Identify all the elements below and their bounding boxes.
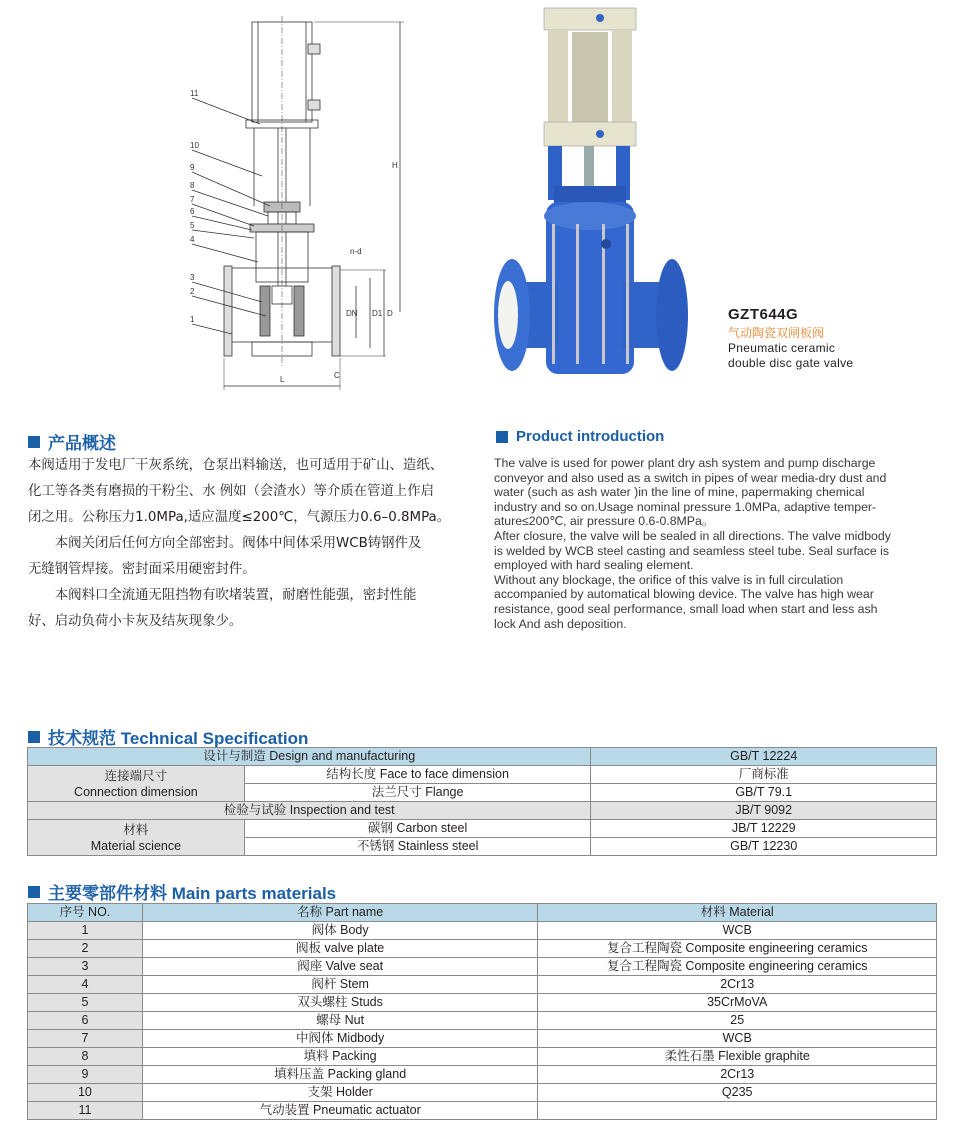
overview-cn-heading-text: 产品概述 (48, 434, 116, 453)
heading-square-icon (496, 431, 508, 443)
parts-heading-text: 主要零部件材料 Main parts materials (48, 884, 337, 903)
material-row-label: 不锈钢 Stainless steel (244, 838, 591, 856)
part-name-cell: 阀座 Valve seat (142, 958, 538, 976)
table-row (28, 766, 937, 784)
col-header-material: 材料 Material (538, 904, 937, 922)
connection-label-en: Connection dimension (74, 784, 198, 799)
dim-label-c: C (334, 371, 340, 380)
dim-label-l: L (280, 375, 285, 384)
table-row (28, 1048, 937, 1066)
table-row (28, 976, 937, 994)
overview-en-line: employed with hard sealing element. (494, 558, 694, 573)
overview-cn-line: 本阀适用于发电厂干灰系统，仓泵出料输送，也可适用于矿山、造纸、 (28, 458, 444, 473)
overview-en-line: The valve is used for power plant dry ash system and pump discharge (494, 456, 876, 470)
parts-heading (28, 879, 336, 904)
table-row (28, 1102, 937, 1120)
overview-en-heading (496, 428, 664, 445)
table-row (28, 820, 937, 838)
part-material-cell: 柔性石墨 Flexible graphite (538, 1048, 937, 1066)
col-header-no: 序号 NO. (28, 904, 143, 922)
tech-spec-table (27, 747, 937, 856)
heading-square-icon (28, 731, 40, 743)
tech-spec-heading (28, 724, 308, 749)
dim-label-d: D (387, 309, 393, 318)
table-row (28, 1012, 937, 1030)
overview-cn-text (28, 453, 478, 635)
overview-en-line: is welded by WCB steel casting and seamless steel tube. Seal surface is (494, 543, 890, 558)
overview-cn-line: 本阀关闭后任何方向全部密封。阀体中间体采用WCB铸钢件及 (54, 536, 422, 551)
table-header-row (28, 904, 937, 922)
product-name-en-line2: double disc gate valve (728, 356, 854, 370)
connection-row-label: 结构长度 Face to face dimension (244, 766, 591, 784)
table-row (28, 994, 937, 1012)
part-no-cell: 1 (28, 922, 143, 940)
part-number-2: 2 (190, 287, 195, 296)
part-material-cell: WCB (538, 922, 937, 940)
product-name-cn: 气动陶瓷双闸板阀 (728, 326, 825, 340)
parts-table-body (28, 922, 937, 1120)
valve-product-photo (488, 4, 724, 396)
overview-cn-heading (28, 429, 116, 454)
dim-label-dn: DN (346, 309, 358, 318)
part-name-cell: 气动装置 Pneumatic actuator (142, 1102, 538, 1120)
overview-en-line: industry and so on.Usage nominal pressure 1.0MPa, adaptive temper- (494, 499, 877, 514)
overview-cn-line: 好、启动负荷小卡灰及结灰现象少。 (28, 614, 243, 629)
part-name-cell: 填料 Packing (142, 1048, 538, 1066)
part-no-cell: 6 (28, 1012, 143, 1030)
overview-en-line: resistance, good seal performance, small load when start and less ash (494, 601, 878, 616)
part-no-cell: 9 (28, 1066, 143, 1084)
product-name-en-line1: Pneumatic ceramic (728, 341, 836, 355)
material-row-label: 碳钢 Carbon steel (244, 820, 591, 838)
part-material-cell: 2Cr13 (538, 1066, 937, 1084)
part-number-4: 4 (190, 235, 195, 244)
part-name-cell: 阀板 valve plate (142, 940, 538, 958)
table-row (28, 1084, 937, 1102)
part-material-cell: 35CrMoVA (538, 994, 937, 1012)
part-material-cell (538, 1102, 937, 1120)
part-no-cell: 2 (28, 940, 143, 958)
overview-en-line: lock And ash deposition. (494, 616, 627, 631)
table-row (28, 748, 937, 766)
part-material-cell: 复合工程陶瓷 Composite engineering ceramics (538, 940, 937, 958)
product-model-code: GZT644G (728, 306, 799, 323)
table-row (28, 1030, 937, 1048)
part-no-cell: 10 (28, 1084, 143, 1102)
part-no-cell: 8 (28, 1048, 143, 1066)
part-number-7: 7 (190, 195, 195, 204)
product-model-block (728, 306, 853, 371)
connection-row-value: 厂商标准 (591, 766, 937, 784)
material-label-en: Material science (90, 838, 182, 853)
part-no-cell: 3 (28, 958, 143, 976)
part-number-11: 11 (190, 89, 199, 98)
part-no-cell: 4 (28, 976, 143, 994)
part-name-cell: 阀杆 Stem (142, 976, 538, 994)
inspection-value: JB/T 9092 (591, 802, 937, 820)
valve-technical-drawing (180, 16, 420, 396)
part-number-9: 9 (190, 163, 195, 172)
dim-label-d1: D1 (372, 309, 383, 318)
overview-en-text (494, 456, 944, 631)
part-material-cell: 2Cr13 (538, 976, 937, 994)
table-row (28, 802, 937, 820)
part-name-cell: 填料压盖 Packing gland (142, 1066, 538, 1084)
part-number-5: 5 (190, 221, 195, 230)
part-name-cell: 螺母 Nut (142, 1012, 538, 1030)
part-no-cell: 7 (28, 1030, 143, 1048)
part-name-cell: 双头螺柱 Studs (142, 994, 538, 1012)
part-name-cell: 阀体 Body (142, 922, 538, 940)
design-label: 设计与制造 Design and manufacturing (28, 748, 591, 766)
overview-en-line: water (such as ash water )in the line of mine, papermaking chemical (494, 485, 865, 500)
overview-en-line: After closure, the valve will be sealed in all directions. The valve midbody (494, 528, 891, 543)
part-name-cell: 支架 Holder (142, 1084, 538, 1102)
tech-spec-heading-text: 技术规范 Technical Specification (48, 729, 309, 748)
connection-label (28, 766, 245, 802)
connection-row-value: GB/T 79.1 (591, 784, 937, 802)
connection-row-label: 法兰尺寸 Flange (244, 784, 591, 802)
table-row (28, 922, 937, 940)
table-row (28, 1066, 937, 1084)
overview-en-line: accompanied by automatical blowing device. The valve has high wear (494, 587, 874, 602)
part-material-cell: WCB (538, 1030, 937, 1048)
overview-en-line: ature≤200℃, air pressure 0.6-0.8MPa。 (494, 514, 715, 529)
parts-table (27, 903, 937, 1120)
overview-cn-line: 化工等各类有磨损的干粉尘、水 例如（会渣水）等介质在管道上作启 (28, 484, 434, 499)
overview-cn-line: 本阀料口全流通无阻挡物有吹堵装置，耐磨性能强，密封性能 (54, 588, 417, 603)
material-row-value: GB/T 12230 (591, 838, 937, 856)
part-number-6: 6 (190, 207, 195, 216)
part-material-cell: 复合工程陶瓷 Composite engineering ceramics (538, 958, 937, 976)
part-no-cell: 5 (28, 994, 143, 1012)
part-number-10: 10 (190, 141, 199, 150)
heading-square-icon (28, 436, 40, 448)
overview-en-heading-text: Product introduction (516, 428, 665, 445)
heading-square-icon (28, 886, 40, 898)
material-label-cn: 材料 (123, 822, 149, 837)
material-row-value: JB/T 12229 (591, 820, 937, 838)
connection-label-cn: 连接端尺寸 (104, 768, 168, 783)
material-label (28, 820, 245, 856)
overview-en-line: conveyor and also used as a switch in pipes of wear media-dry dust and (494, 470, 887, 485)
dim-label-nd: n-d (350, 247, 362, 256)
part-no-cell: 11 (28, 1102, 143, 1120)
design-value: GB/T 12224 (591, 748, 937, 766)
part-material-cell: Q235 (538, 1084, 937, 1102)
table-row (28, 958, 937, 976)
overview-en-line: Without any blockage, the orifice of this valve is in full circulation (494, 572, 844, 587)
part-material-cell: 25 (538, 1012, 937, 1030)
dim-label-h: H (392, 161, 398, 170)
part-number-1: 1 (190, 315, 195, 324)
table-row (28, 940, 937, 958)
part-name-cell: 中阀体 Midbody (142, 1030, 538, 1048)
col-header-name: 名称 Part name (142, 904, 538, 922)
overview-cn-line: 闭之用。公称压力1.0MPa,适应温度≤200℃，气源压力0.6–0.8MPa。 (28, 510, 451, 525)
part-number-8: 8 (190, 181, 195, 190)
inspection-label: 检验与试验 Inspection and test (28, 802, 591, 820)
part-number-3: 3 (190, 273, 195, 282)
overview-cn-line: 无缝钢管焊接。密封面采用硬密封件。 (28, 562, 256, 577)
